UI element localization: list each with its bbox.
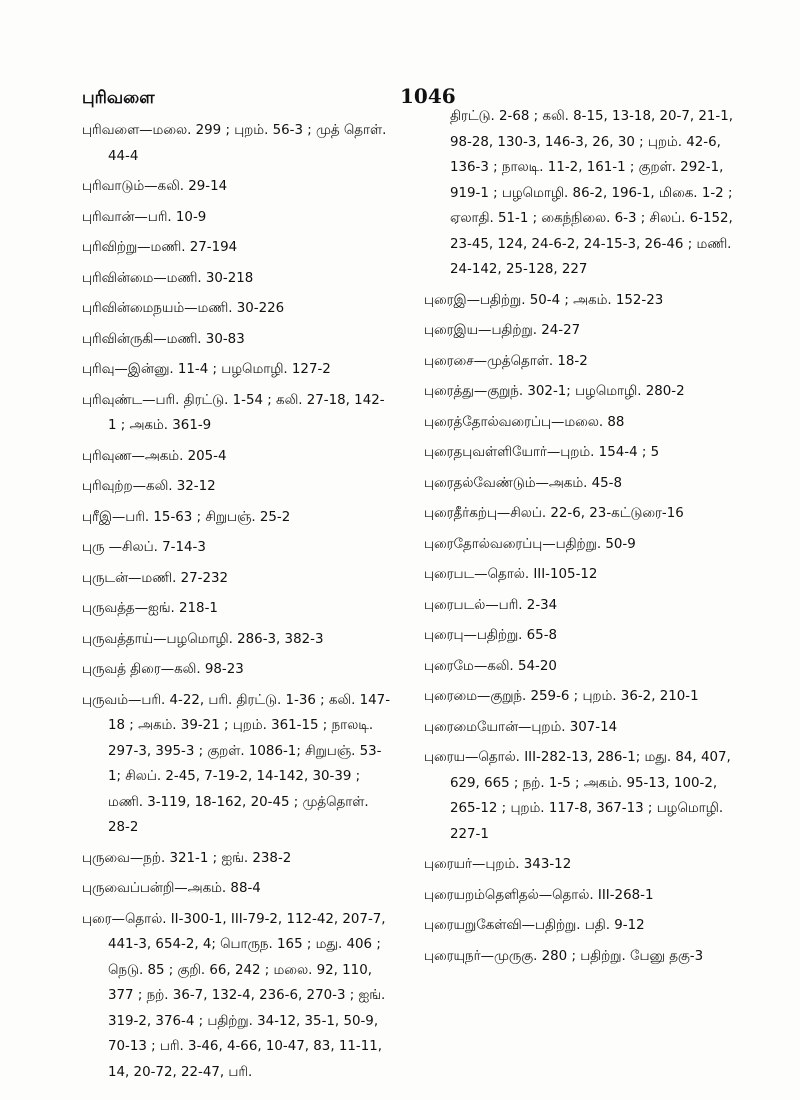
index-entry: புரை—தொல். II-300-1, III-79-2, 112-42, 207-7, 441-3, 654-2, 4; பொருந. 165 ; மது. 406 ; நெடு. 85 ; குறி. 66, 242 ; மலை. 92, 110, 377 ; நற். 36-7, 132-4, 236-6, 270-3 ; ஐங். 319-2, 376-4 ; பதிற்று. 34-12, 35-1, 50-9, 70-13 ; பரி. 3-46, 4-66, 10-47, 83, 11-11, 14, 20-72, 22-47, பரி. <box>82 911 386 1080</box>
index-entry: புரிவுண—அகம். 205-4 <box>82 448 227 464</box>
index-entry: புரைமையோன்—புறம். 307-14 <box>424 719 618 735</box>
index-entry: புருவத்த—ஐங். 218-1 <box>82 601 218 616</box>
index-entry-continuation: திரட்டு. 2-68 ; கலி. 8-15, 13-18, 20-7, 21-1, 98-28, 130-3, 146-3, 26, 30 ; புறம். 42-6, 136-3 ; நாலடி. 11-2, 161-1 ; குறள். 292-1, 919-1 ; பழமொழி. 86-2, 196-1, மிகை. 1-2 ; ஏலாதி. 51-1 ; கைந்நிலை. 6-3 ; சிலப். 6-152, 23-45, 124, 24-6-2, 24-15-3, 26-46 ; மணி. 24-142, 25-128, 227 <box>450 109 734 277</box>
index-entry: புருவம்—பரி. 4-22, பரி. திரட்டு. 1-36 ; கலி. 147-18 ; அகம். 39-21 ; புறம். 361-15 ; நாலடி. 297-3, 395-3 ; குறள். 1086-1; சிறுபஞ். 53-1; சிலப். 2-45, 7-19-2, 14-142, 30-39 ; மணி. 3-119, 18-162, 20-45 ; முத்தொள். 28-2 <box>82 692 391 835</box>
index-entry: புரிவுண்ட—பரி. திரட்டு. 1-54 ; கலி. 27-18, 142-1 ; அகம். 361-9 <box>82 392 385 433</box>
index-entry: புரிவின்ருகி—மணி. 30-83 <box>82 331 245 347</box>
index-entry: புரைபடல்—பரி. 2-34 <box>424 597 558 613</box>
index-entry: புரிவுற்ற—கலி. 32-12 <box>82 479 216 494</box>
index-entry: புரைபட—தொல். III-105-12 <box>424 567 598 582</box>
page-number: 1046 <box>400 84 456 108</box>
index-entry: புருவத் திரை—கலி. 98-23 <box>82 662 244 677</box>
index-entry: புரீஇ—பரி. 15-63 ; சிறுபஞ். 25-2 <box>82 509 291 525</box>
index-entry: புரைபு—பதிற்று. 65-8 <box>424 628 558 643</box>
index-entry: புரிவு—இன்னு. 11-4 ; பழமொழி. 127-2 <box>82 362 331 377</box>
index-entry: புரைதோல்வரைப்பு—பதிற்று. 50-9 <box>424 536 636 552</box>
index-entry: புரைசை—முத்தொள். 18-2 <box>424 353 588 369</box>
index-entry: புரிவிற்று—மணி. 27-194 <box>82 240 238 255</box>
right-column <box>424 104 744 974</box>
index-entry: புரிவின்மை—மணி. 30-218 <box>82 270 254 286</box>
index-entry: புரையர்—புறம். 343-12 <box>424 857 572 872</box>
index-entry: புரைத்தோல்வரைப்பு—மலை. 88 <box>424 414 625 430</box>
index-entry: புரைதபுவள்ளியோர்—புறம். 154-4 ; 5 <box>424 445 660 460</box>
index-entry: புரைமே—கலி. 54-20 <box>424 658 557 674</box>
index-entry: புரைஇய—பதிற்று. 24-27 <box>424 323 581 338</box>
index-entry: புரையுநர்—முருகு. 280 ; பதிற்று. பேனு தகு-3 <box>424 948 704 964</box>
running-head: புரிவளை <box>82 88 155 108</box>
index-entry: புரைஇ—பதிற்று. 50-4 ; அகம். 152-23 <box>424 292 664 308</box>
index-entry: புருடன்—மணி. 27-232 <box>82 570 229 586</box>
index-entry: புரிவான்—பரி. 10-9 <box>82 209 207 225</box>
index-entry: புரிவாடும்—கலி. 29-14 <box>82 179 228 194</box>
index-entry: புரைமை—குறுந். 259-6 ; புறம். 36-2, 210-1 <box>424 689 699 704</box>
index-entry: புரிவளை—மலை. 299 ; புறம். 56-3 ; முத் தொள். 44-4 <box>82 123 387 164</box>
index-entry: புரு —சிலப். 7-14-3 <box>82 540 206 555</box>
index-entry: புருவை—நற். 321-1 ; ஐங். 238-2 <box>82 850 292 866</box>
index-entry: புருவத்தாய்—பழமொழி. 286-3, 382-3 <box>82 631 324 647</box>
index-entry: புரைதல்வேண்டும்—அகம். 45-8 <box>424 475 622 491</box>
index-entry: புரைத்து—குறுந். 302-1; பழமொழி. 280-2 <box>424 384 685 399</box>
index-entry: புரையறுகேள்வி—பதிற்று. பதி. 9-12 <box>424 918 645 933</box>
index-entry: புரைய—தொல். III-282-13, 286-1; மது. 84, 407, 629, 665 ; நற். 1-5 ; அகம். 95-13, 100-2, 265-12 ; புறம். 117-8, 367-13 ; பழமொழி. 227-1 <box>424 750 731 842</box>
left-column <box>82 118 392 1090</box>
index-entry: புரைதீர்கற்பு—சிலப். 22-6, 23-கட்டுரை-16 <box>424 506 684 521</box>
index-entry: புருவைப்பன்றி—அகம். 88-4 <box>82 881 261 896</box>
index-entry: புரிவின்மைநயம்—மணி. 30-226 <box>82 301 285 316</box>
index-entry: புரையறம்தெளிதல்—தொல். III-268-1 <box>424 887 654 903</box>
